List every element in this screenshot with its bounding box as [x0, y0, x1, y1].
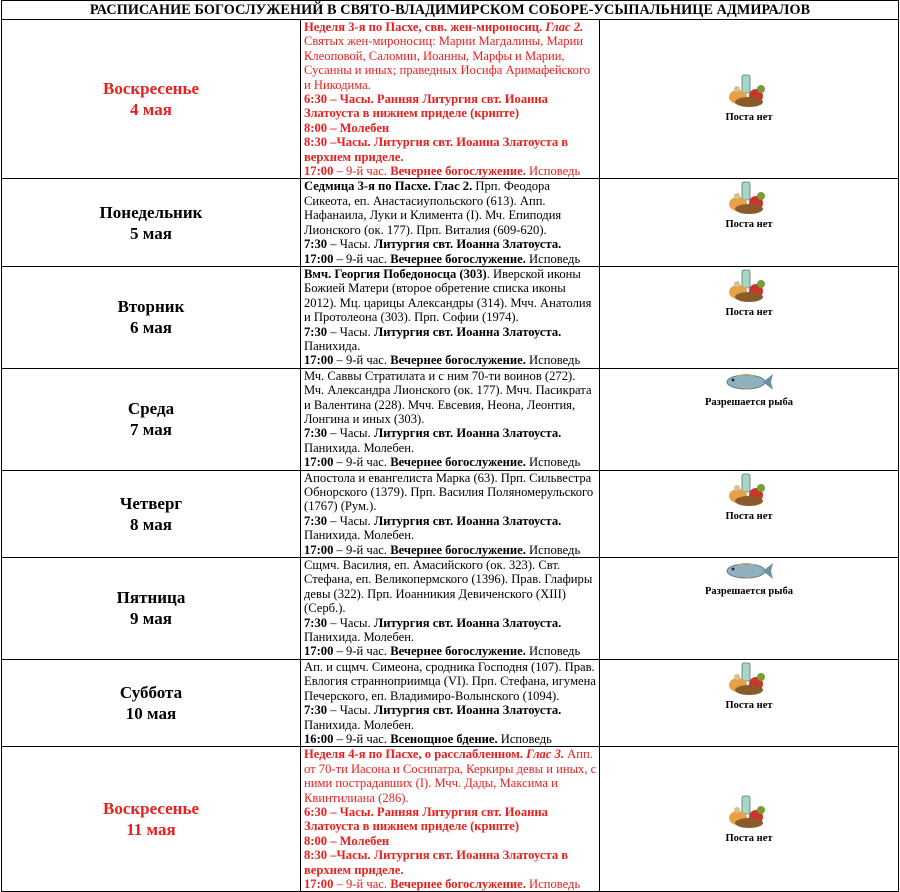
services-cell [301, 747, 600, 892]
fast-cell [600, 179, 899, 266]
date-label: 10 мая [125, 704, 177, 724]
evening-line: 16:00 – 9-й час. Всенощное бдение. Исповедь [304, 731, 552, 746]
weekday-label: Воскресенье [102, 799, 199, 819]
feast-heading: Неделя 3-я по Пасхе, свв. жен-мироносиц. [304, 20, 543, 34]
evening-line: 17:00 – 9-й час. Вечернее богослужение. Исповедь [304, 164, 581, 179]
date-label: 7 мая [130, 420, 172, 440]
weekday-label: Пятница [116, 588, 186, 608]
date-label: 5 мая [130, 223, 172, 243]
food-basket-icon [728, 181, 770, 218]
commemoration-text: Ап. и сщмч. Симеона, сродника Господня (107). Прав. Евлогия странноприимца (VI). Прп. Стефана, игумена Печерского, еп. Владимиро-Волынского (1094). [304, 659, 596, 703]
fast-label: Разрешается рыба [705, 586, 793, 598]
fast-label: Поста нет [725, 306, 773, 318]
evening-line: 17:00 – 9-й час. Вечернее богослужение. Исповедь [304, 644, 581, 659]
glas-label: Глас 2. [545, 20, 584, 34]
food-basket-icon [728, 795, 770, 832]
day-cell [2, 266, 301, 368]
service-line: 8:00 – Молебен [304, 120, 390, 135]
day-cell [2, 659, 301, 746]
day-row-wednesday-7 [2, 368, 899, 470]
glas-label: Глас 3. [526, 747, 565, 762]
commemoration-text: . Иверской иконы Божией Матери (второе обретение списка иконы 2012). Мц. царицы Александры (314). Мчч. Анатолия и Протолеона (303). Прп. Софии (1974). [304, 266, 592, 325]
service-line: 6:30 – Часы. Ранняя Литургия свт. Иоанна Златоуста в нижнем приделе (крипте) [304, 92, 548, 121]
weekday-label: Вторник [117, 297, 185, 317]
food-basket-icon [728, 269, 770, 306]
service-line: 8:30 –Часы. Литургия свт. Иоанна Златоуста в верхнем приделе. [304, 135, 569, 164]
fast-label: Разрешается рыба [705, 396, 793, 408]
commemoration-text: Мч. Саввы Стратилата и с ним 70-ти воинов (272). Мч. Александра Лионского (ок. 177). Мчч. Пасикрата и Валентина (228). Мчч. Евсевия, Неона, Леонтия, Лонгина и иных (303). [304, 368, 592, 426]
day-row-friday-9 [2, 558, 899, 660]
day-cell [2, 470, 301, 557]
day-row-tuesday-6 [2, 266, 899, 368]
day-row-sunday-11 [2, 747, 899, 892]
day-cell [2, 368, 301, 470]
commemoration-text: Сщмч. Василия, еп. Амасийского (ок. 323). Свт. Стефана, еп. Великопермского (1396). Прав. Глафиры девы (322). Прп. Иоанникия Девиченского (XIII) (Серб.). [304, 558, 593, 616]
weekday-label: Понедельник [99, 202, 203, 222]
services-cell [301, 20, 600, 179]
evening-line: 17:00 – 9-й час. Вечернее богослужение. Исповедь [304, 876, 581, 891]
morning-line: 7:30 – Часы. Литургия свт. Иоанна Златоуста. [304, 237, 562, 252]
services-cell [301, 558, 600, 660]
schedule-title: РАСПИСАНИЕ БОГОСЛУЖЕНИЙ В СВЯТО-ВЛАДИМИРСКОМ СОБОРЕ-УСЫПАЛЬНИЦЕ АДМИРАЛОВ [2, 1, 899, 20]
date-label: 9 мая [130, 609, 172, 629]
evening-line: 17:00 – 9-й час. Вечернее богослужение. Исповедь [304, 251, 581, 266]
food-basket-icon [728, 74, 770, 111]
fast-label: Поста нет [725, 112, 773, 124]
services-cell [301, 266, 600, 368]
evening-line: 17:00 – 9-й час. Вечернее богослужение. Исповедь [304, 353, 581, 368]
services-cell [301, 368, 600, 470]
feast-heading: Неделя 4-я по Пасхе, о расслабленном. [304, 747, 523, 762]
weekday-label: Четверг [119, 493, 183, 513]
day-cell [2, 558, 301, 660]
commemoration-text: Прп. Феодора Сикеота, еп. Анастасиупольского (613). Апп. Нафанаила, Луки и Климента (I). Мч. Епиподия Лионского (ок. 177). Прп. Виталия (609-620). [304, 179, 562, 237]
food-basket-icon [728, 662, 770, 699]
title-row [2, 1, 899, 20]
service-line: 8:30 –Часы. Литургия свт. Иоанна Златоуста в верхнем приделе. [304, 848, 569, 877]
fast-cell [600, 368, 899, 470]
fish-icon [724, 560, 774, 585]
day-row-sunday-4 [2, 20, 899, 179]
morning-line: 7:30 – Часы. Литургия свт. Иоанна Златоуста. Панихида. Молебен. [304, 513, 562, 543]
day-cell [2, 179, 301, 266]
day-row-monday-5 [2, 179, 899, 266]
weekday-label: Суббота [119, 683, 183, 703]
schedule-table [1, 0, 899, 892]
day-cell [2, 747, 301, 892]
morning-line: 7:30 – Часы. Литургия свт. Иоанна Златоуста. Панихида. Молебен. [304, 615, 562, 645]
services-cell [301, 659, 600, 746]
services-cell [301, 470, 600, 557]
commemoration-text: Святых жен-мироносиц: Марии Магдалины, Марии Клеоповой, Саломии, Иоанны, Марфы и Марии, Сусанны и иных; праведных Иосифа Аримафейского и Никодима. [304, 34, 591, 92]
fast-cell [600, 266, 899, 368]
morning-line: 7:30 – Часы. Литургия свт. Иоанна Златоуста. Панихида. Молебен. [304, 426, 562, 455]
commemoration-text: Апп. от 70-ти Иасона и Сосипатра, Керкиры девы и иных, с ними пострадавших (I). Мчч. Дады, Максима и Квинтилиана (286). [304, 747, 597, 805]
fast-label: Поста нет [725, 510, 773, 522]
date-label: 6 мая [130, 318, 172, 338]
date-label: 8 мая [130, 514, 172, 534]
fast-label: Поста нет [725, 699, 773, 711]
weekday-label: Среда [127, 399, 175, 419]
fast-cell [600, 558, 899, 660]
day-row-thursday-8 [2, 470, 899, 557]
service-line: 8:00 – Молебен [304, 833, 390, 848]
morning-line: 7:30 – Часы. Литургия свт. Иоанна Златоуста. Панихида. [304, 324, 562, 353]
fish-icon [724, 371, 774, 396]
feast-heading: Седмица 3-я по Пасхе. Глас 2. [304, 179, 473, 194]
fast-cell [600, 470, 899, 557]
fast-cell [600, 20, 899, 179]
date-label: 4 мая [130, 100, 172, 120]
evening-line: 17:00 – 9-й час. Вечернее богослужение. Исповедь [304, 542, 581, 557]
fast-label: Поста нет [725, 832, 773, 844]
date-label: 11 мая [126, 820, 176, 840]
evening-line: 17:00 – 9-й час. Вечернее богослужение. Исповедь [304, 455, 581, 470]
commemoration-text: Апостола и евангелиста Марка (63). Прп. Сильвестра Обнорского (1379). Прп. Василия Поляномерульского (1767) (Рум.). [304, 470, 594, 514]
feast-heading: Вмч. Георгия Победоносца (303) [304, 266, 487, 281]
services-cell [301, 179, 600, 266]
fast-cell [600, 659, 899, 746]
fast-label: Поста нет [725, 219, 773, 231]
day-row-saturday-10 [2, 659, 899, 746]
fast-cell [600, 747, 899, 892]
food-basket-icon [728, 473, 770, 510]
day-cell [2, 20, 301, 179]
service-line: 6:30 – Часы. Ранняя Литургия свт. Иоанна Златоуста в нижнем приделе (крипте) [304, 804, 548, 834]
weekday-label: Воскресенье [102, 79, 199, 99]
morning-line: 7:30 – Часы. Литургия свт. Иоанна Златоуста. Панихида. Молебен. [304, 703, 562, 732]
